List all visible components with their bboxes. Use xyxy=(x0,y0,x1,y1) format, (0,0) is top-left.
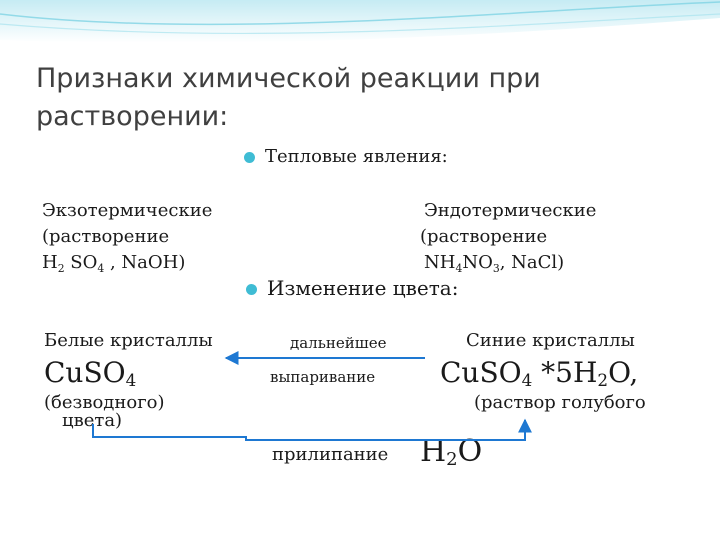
slide-title: Признаки химической реакции при растворении: xyxy=(36,63,541,132)
anhydrous-note-2: цвета) xyxy=(62,410,123,431)
endothermic-block: Эндотермические (растворение $NH_4NO_3$, NaCl) xyxy=(420,200,597,275)
solution-note: (раствор голубого xyxy=(474,392,646,413)
blue-crystals-label: Синие кристаллы xyxy=(466,330,635,351)
attachment-label: прилипание xyxy=(272,444,389,465)
white-crystals-label: Белые кристаллы xyxy=(44,330,213,351)
bullet-color-change: Изменение цвета: xyxy=(246,276,458,300)
further-label: дальнейшее xyxy=(290,334,387,352)
water-formula: $H_2O$ xyxy=(420,434,483,470)
bullet-thermal: Тепловые явления: xyxy=(244,146,448,167)
exothermic-block: Экзотермические (растворение $H_2$ $SO_4$ , NaOH) xyxy=(42,200,213,275)
hydration-arrow xyxy=(93,420,525,440)
anhydrous-formula: CuSO$_4$ xyxy=(44,356,137,390)
hydrate-formula: CuSO$_4$ $*5H_2O$, xyxy=(440,356,639,390)
evaporation-label: выпаривание xyxy=(270,368,376,386)
anhydrous-note: (безводного) xyxy=(44,392,165,413)
